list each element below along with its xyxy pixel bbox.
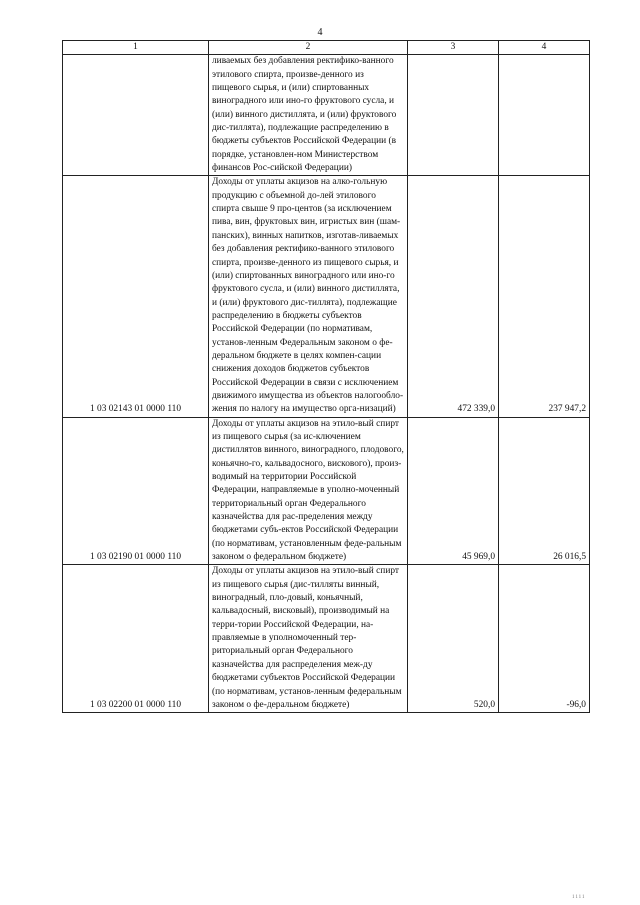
column-header-1: 1 (63, 41, 209, 55)
amount-col3-cell: 45 969,0 (408, 417, 499, 565)
budget-code-cell: 1 03 02190 01 0000 110 (63, 417, 209, 565)
description-cell: ливаемых без добавления ректифико-ванного этилового спирта, произве-денного из пищевого сырья, и (или) спиртованных виноградного или ино-го фруктового сусла, и (или) винного дистиллята, и (или) фруктового дис-тиллята), подлежащие распределению в бюджеты субъектов Российской Федерации (в порядке, установлен-ном Министерством финансов Рос-сийской Федерации) (209, 55, 408, 176)
column-header-3: 3 (408, 41, 499, 55)
page-number: 4 (317, 27, 323, 38)
amount-col4-cell (499, 55, 590, 176)
column-header-2: 2 (209, 41, 408, 55)
footer-mark: 1111 (572, 895, 586, 900)
amount-col3-cell: 472 339,0 (408, 176, 499, 417)
amount-col4-cell: -96,0 (499, 565, 590, 713)
table-row (63, 417, 590, 565)
description-cell: Доходы от уплаты акцизов на этило-вый спирт из пищевого сырья (дис-тилляты винный, виноградный, пло-довый, коньячный, кальвадосный, висковый), производимый на терри-тории Российской Федерации, на-правляемые в уполномоченный тер-риториальный орган Федерального казначейства для распределения меж-ду бюджетами субъектов Российской Федерации (по нормативам, установ-ленным федеральным законом о фе-деральном бюджете) (209, 565, 408, 713)
budget-code-cell (63, 55, 209, 176)
column-header-4: 4 (499, 41, 590, 55)
revenue-table (62, 40, 590, 713)
amount-col4-cell: 26 016,5 (499, 417, 590, 565)
table-header-row (63, 41, 590, 55)
amount-col3-cell (408, 55, 499, 176)
budget-code-cell: 1 03 02200 01 0000 110 (63, 565, 209, 713)
amount-col3-cell: 520,0 (408, 565, 499, 713)
amount-col4-cell: 237 947,2 (499, 176, 590, 417)
table-row (63, 176, 590, 417)
budget-code-cell: 1 03 02143 01 0000 110 (63, 176, 209, 417)
table-row (63, 565, 590, 713)
description-cell: Доходы от уплаты акцизов на этило-вый спирт из пищевого сырья (за ис-ключением дистиллятов винного, виноградного, плодового, коньячно-го, кальвадосного, вискового), произ-водимый на территории Российской Федерации, направляемые в уполно-моченный территориальный орган Федерального казначейства для рас-пределения между бюджетами субъ-ектов Российской Федерации (по нормативам, установленным феде-ральным законом о федеральном бюджете) (209, 417, 408, 565)
description-cell: Доходы от уплаты акцизов на алко-гольную продукцию с объемной до-лей этилового спирта свыше 9 про-центов (за исключением пива, вин, фруктовых вин, игристых вин (шам-панских), винных напитков, изготав-ливаемых без добавления ректифико-ванного этилового спирта, произве-денного из пищевого сырья, и (или) спиртованных виноградного или ино-го фруктового сусла, и (или) винного дистиллята, и (или) фруктового дис-тиллята), подлежащие распределению в бюджеты субъектов Российской Федерации (по нормативам, установ-ленным Федеральным законом о фе-деральном бюджете в целях компен-сации снижения доходов бюджетов субъектов Российской Федерации в связи с исключением движимого имущества из объектов налогообло-жения по налогу на имущество орга-низаций) (209, 176, 408, 417)
table-row (63, 55, 590, 176)
